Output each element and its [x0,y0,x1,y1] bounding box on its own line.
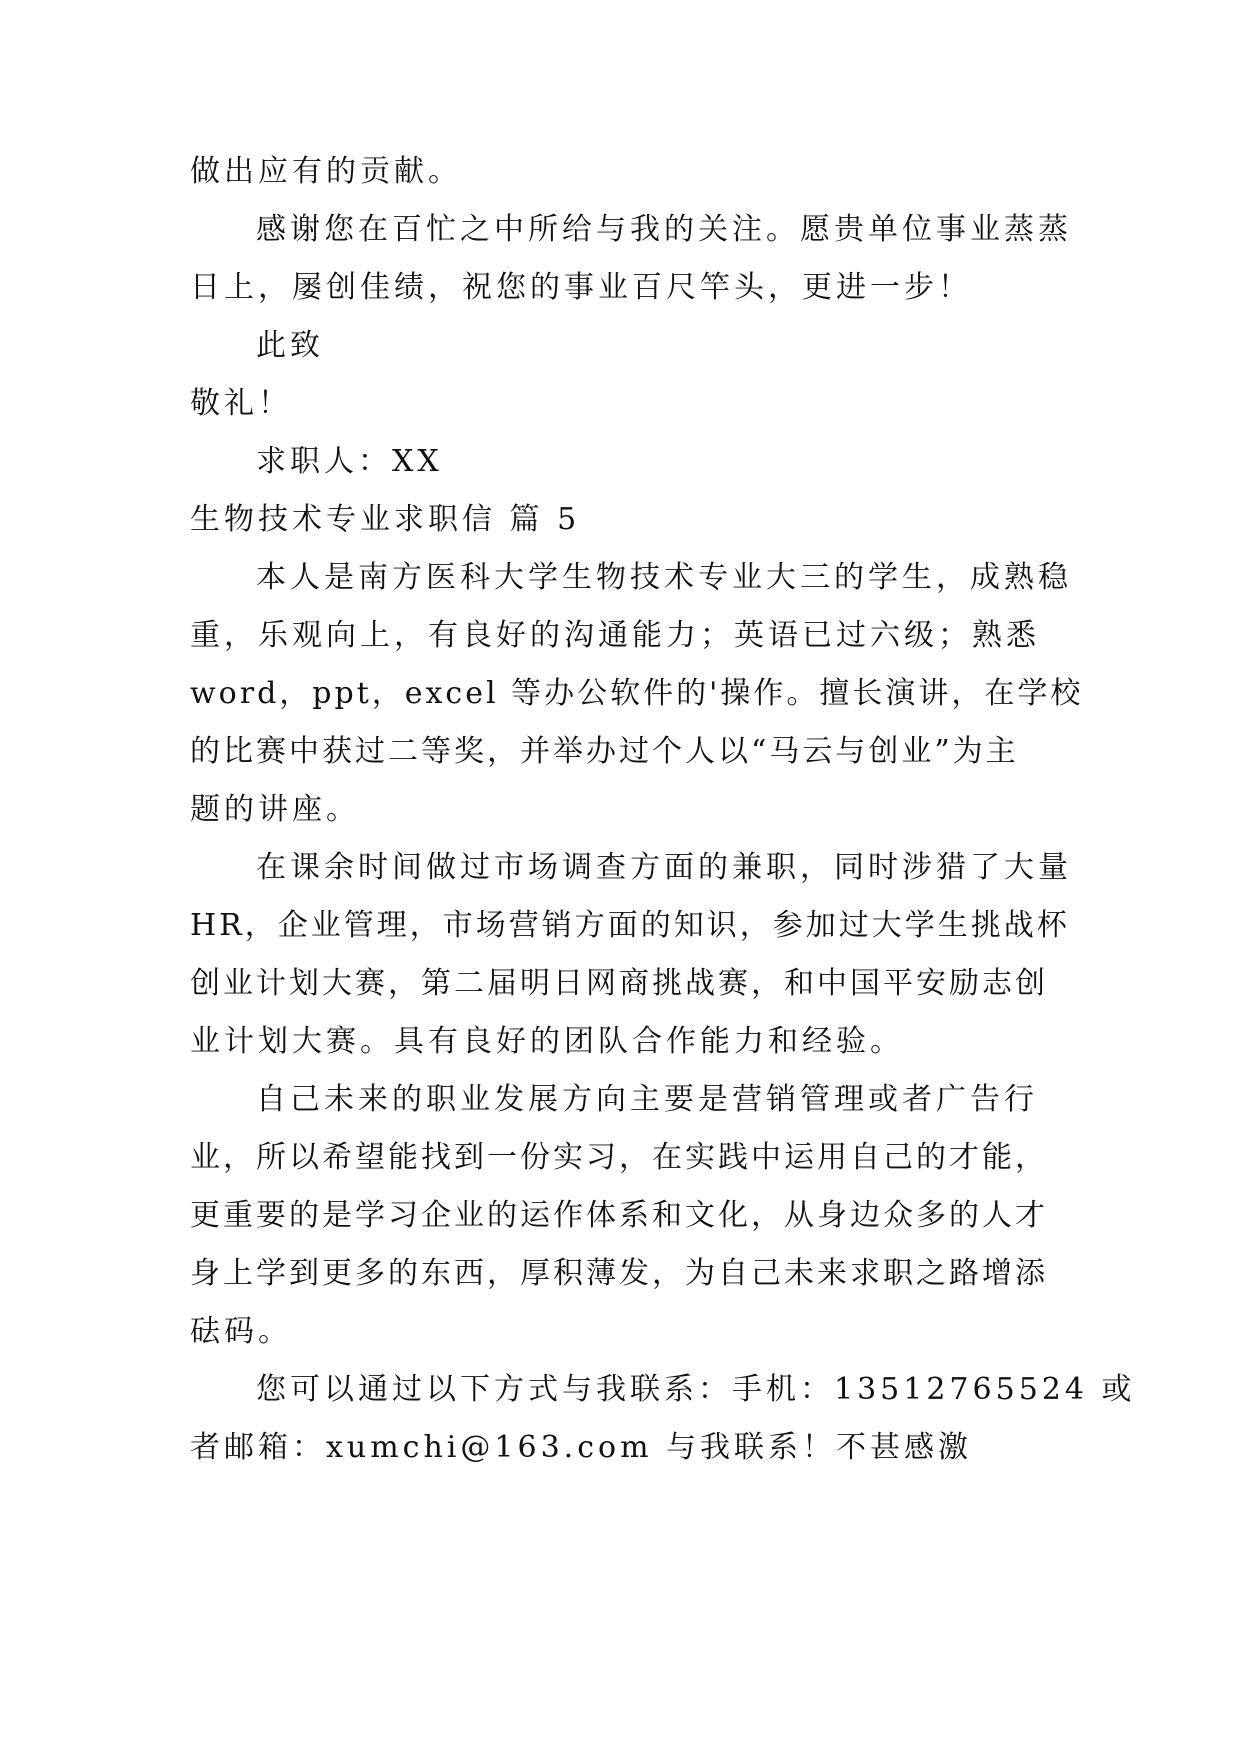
text-line: 更重要的是学习企业的运作体系和文化，从身边众多的人才 [190,1198,1048,1233]
text-line: 做出应有的贡献。 [190,154,462,189]
text-line: 自己未来的职业发展方向主要是营销管理或者广告行 [256,1082,1038,1117]
text-line: 求职人：XX [256,444,443,479]
text-line: 敬礼！ [190,386,292,421]
text-line: 业，所以希望能找到一份实习，在实践中运用自己的才能， [190,1140,1048,1175]
text-line: 您可以通过以下方式与我联系：手机：13512765524 或 [256,1372,1136,1407]
text-line: word，ppt，excel 等办公软件的'操作。擅长演讲，在学校 [190,676,1084,711]
text-line: 砝码。 [190,1314,292,1349]
text-line: 者邮箱：xumchi@163.com 与我联系！不甚感激 [190,1430,973,1465]
text-line: 题的讲座。 [190,792,360,827]
text-line: 日上，屡创佳绩，祝您的事业百尺竿头，更进一步！ [190,270,972,305]
text-line: 在课余时间做过市场调查方面的兼职，同时涉猎了大量 [256,850,1072,885]
section-heading: 生物技术专业求职信 篇 5 [190,502,581,537]
text-line: 此致 [256,328,324,363]
text-line: 本人是南方医科大学生物技术专业大三的学生，成熟稳 [256,560,1072,595]
text-line: 创业计划大赛，第二届明日网商挑战赛，和中国平安励志创 [190,966,1048,1001]
text-line: 的比赛中获过二等奖，并举办过个人以“马云与创业”为主 [190,734,1019,769]
text-line: 感谢您在百忙之中所给与我的关注。愿贵单位事业蒸蒸 [256,212,1072,247]
text-line: HR，企业管理，市场营销方面的知识，参加过大学生挑战杯 [190,908,1070,943]
text-line: 业计划大赛。具有良好的团队合作能力和经验。 [190,1024,904,1059]
text-line: 重，乐观向上，有良好的沟通能力；英语已过六级；熟悉 [190,618,1040,653]
text-line: 身上学到更多的东西，厚积薄发，为自己未来求职之路增添 [190,1256,1048,1291]
